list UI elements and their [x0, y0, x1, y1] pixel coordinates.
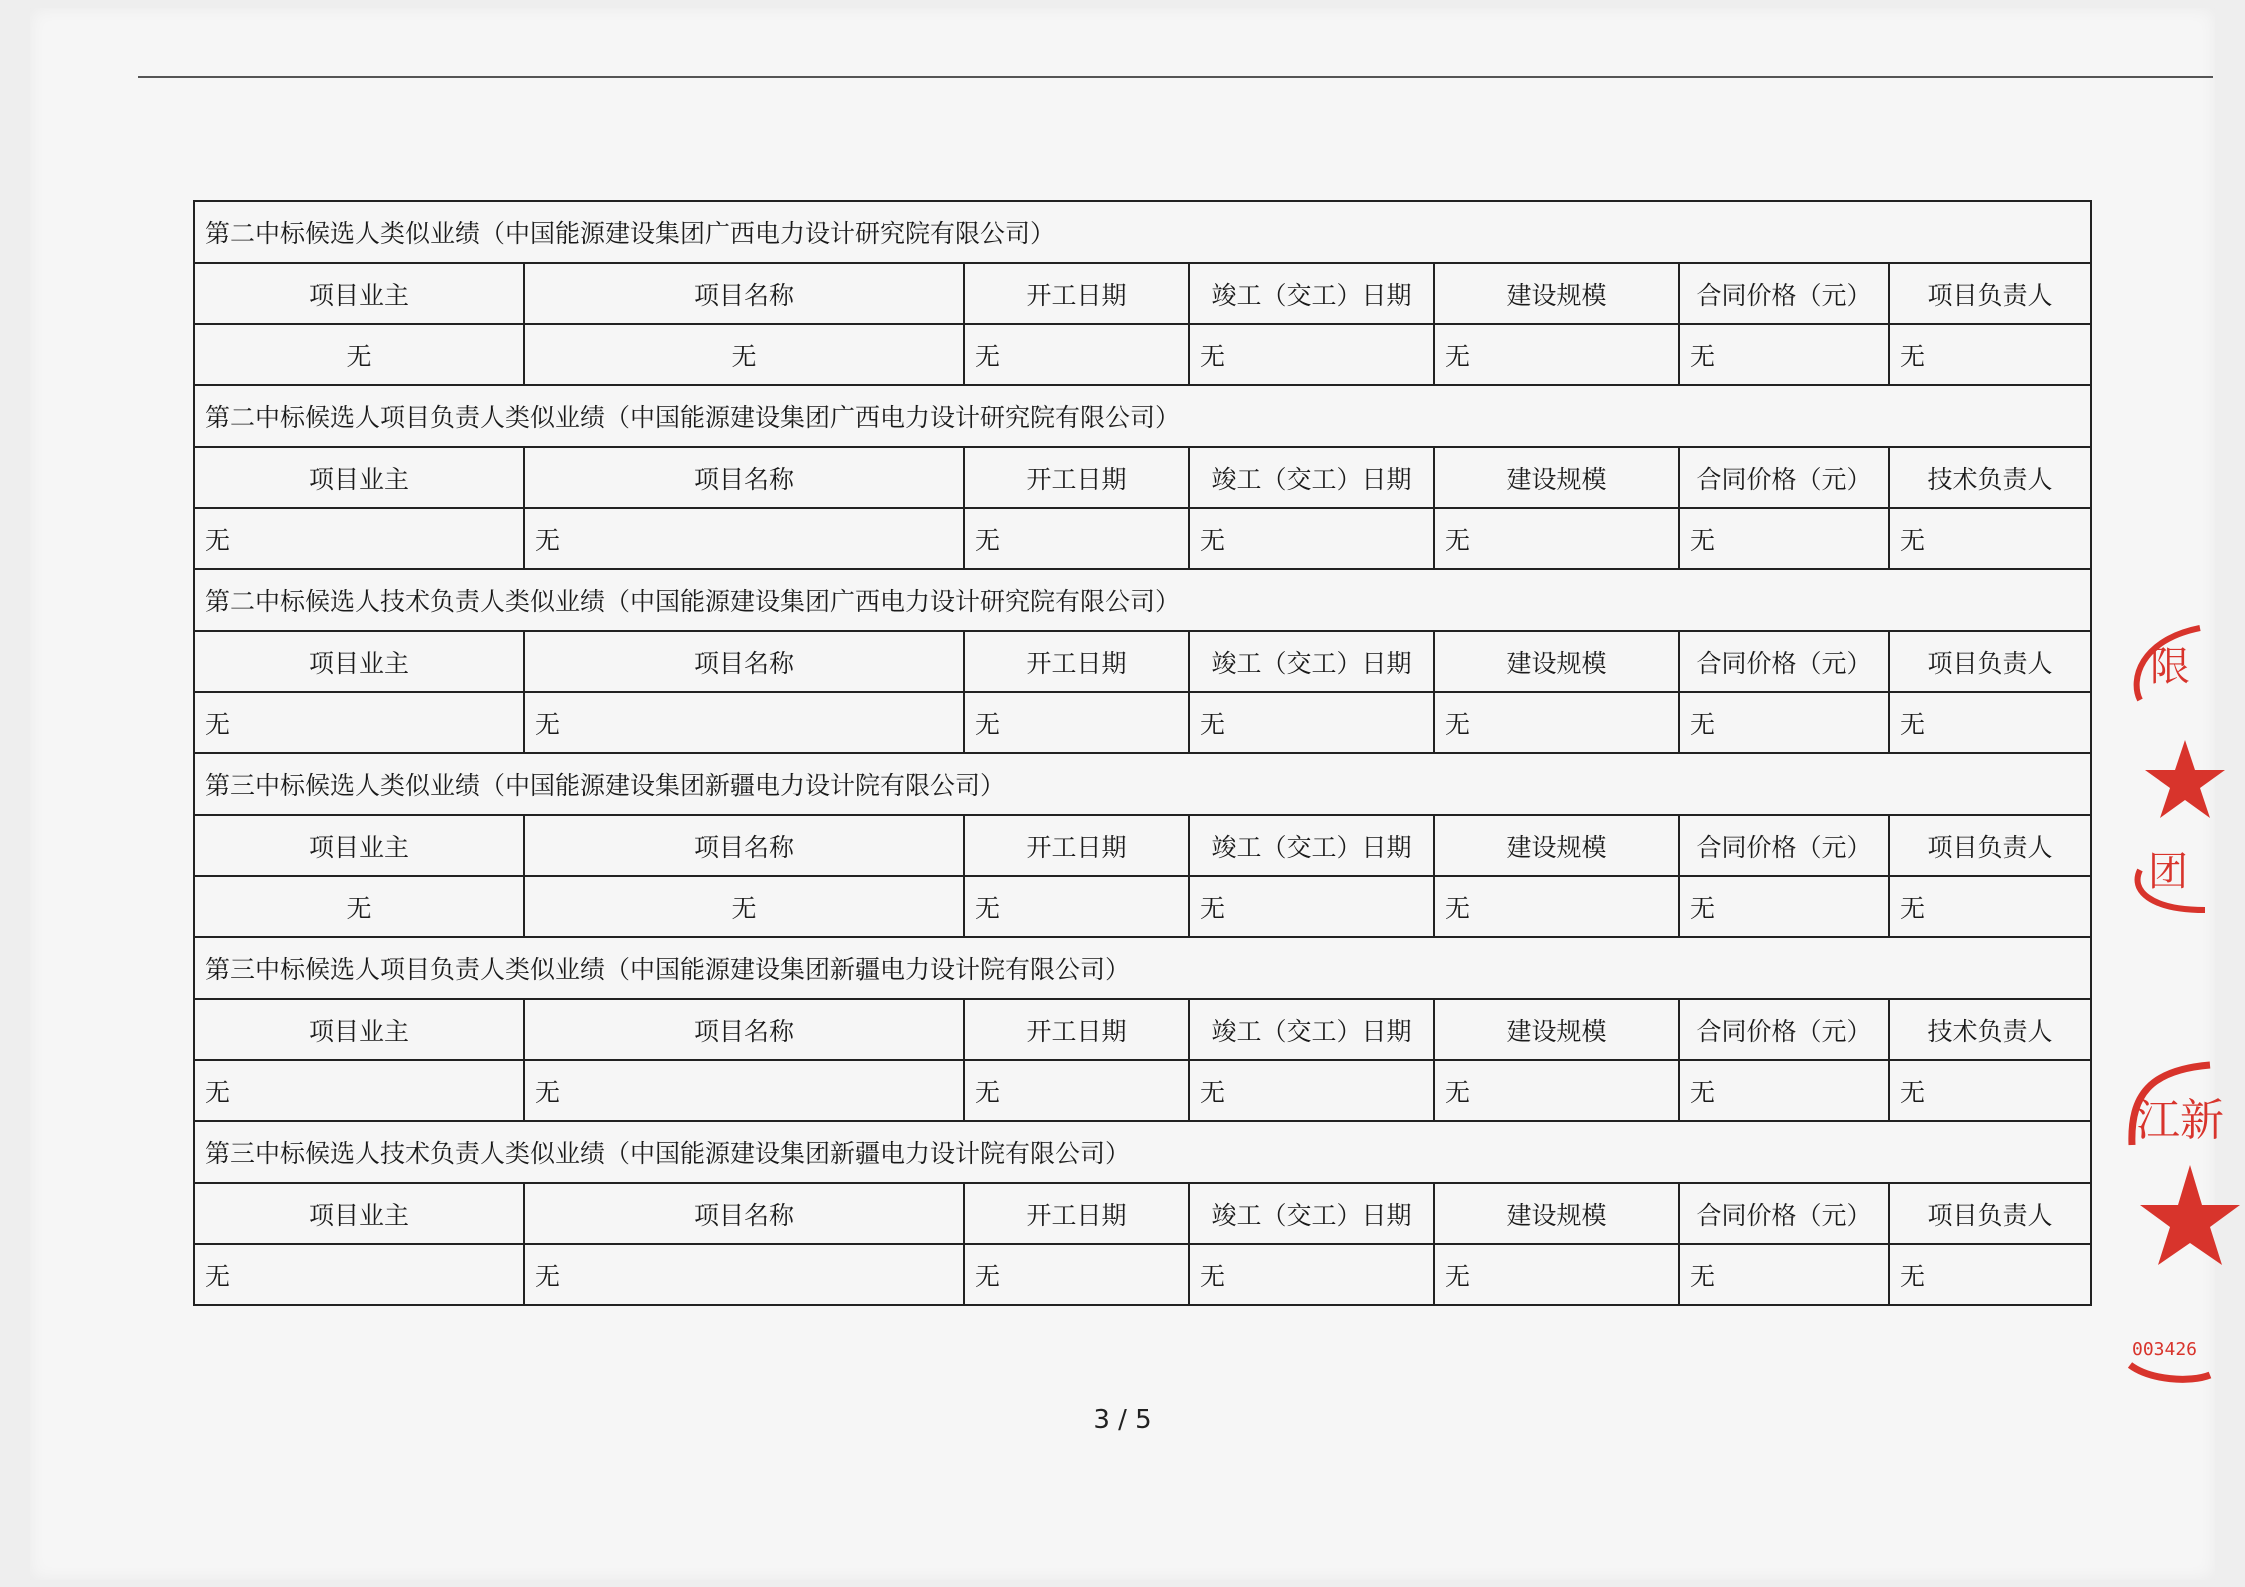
table-cell: 无 — [524, 692, 964, 753]
table-cell: 无 — [524, 508, 964, 569]
section-title: 第二中标候选人项目负责人类似业绩（中国能源建设集团广西电力设计研究院有限公司） — [194, 385, 2091, 447]
table-row — [194, 1244, 2091, 1305]
seal-glyphs: 江新 — [2136, 1095, 2224, 1146]
column-header: 项目业主 — [194, 631, 524, 692]
column-header: 竣工（交工）日期 — [1189, 815, 1434, 876]
column-header: 合同价格（元） — [1679, 631, 1889, 692]
table-cell: 无 — [964, 1244, 1189, 1305]
section-title-row — [194, 569, 2091, 631]
table-cell: 无 — [1434, 508, 1679, 569]
table-cell: 无 — [194, 876, 524, 937]
table-cell: 无 — [1679, 692, 1889, 753]
table-cell: 无 — [1189, 1060, 1434, 1121]
section-title-row — [194, 1121, 2091, 1183]
column-header: 项目负责人 — [1889, 1183, 2091, 1244]
column-header: 竣工（交工）日期 — [1189, 447, 1434, 508]
section-title: 第二中标候选人技术负责人类似业绩（中国能源建设集团广西电力设计研究院有限公司） — [194, 569, 2091, 631]
section-title: 第三中标候选人类似业绩（中国能源建设集团新疆电力设计院有限公司） — [194, 753, 2091, 815]
table-cell: 无 — [194, 1060, 524, 1121]
table-cell: 无 — [1189, 508, 1434, 569]
table-cell: 无 — [1189, 876, 1434, 937]
column-header: 合同价格（元） — [1679, 447, 1889, 508]
seal-ring-arc-lower — [2130, 1365, 2210, 1379]
table-cell: 无 — [1889, 1244, 2091, 1305]
table-cell: 无 — [1889, 1060, 2091, 1121]
table-cell: 无 — [194, 324, 524, 385]
company-seal-upper — [2120, 620, 2210, 920]
section-title-row — [194, 201, 2091, 263]
column-header: 建设规模 — [1434, 999, 1679, 1060]
table-cell: 无 — [1889, 692, 2091, 753]
column-header: 项目业主 — [194, 1183, 524, 1244]
header-row — [194, 263, 2091, 324]
column-header: 建设规模 — [1434, 1183, 1679, 1244]
table-cell: 无 — [1679, 508, 1889, 569]
header-row — [194, 631, 2091, 692]
column-header: 合同价格（元） — [1679, 1183, 1889, 1244]
table-cell: 无 — [964, 876, 1189, 937]
seal-glyphs: 限 — [2150, 644, 2190, 690]
table-cell: 无 — [1434, 1060, 1679, 1121]
column-header: 合同价格（元） — [1679, 263, 1889, 324]
header-row — [194, 447, 2091, 508]
column-header: 竣工（交工）日期 — [1189, 263, 1434, 324]
header-row — [194, 999, 2091, 1060]
table-cell: 无 — [1189, 1244, 1434, 1305]
table-cell: 无 — [1679, 876, 1889, 937]
column-header: 竣工（交工）日期 — [1189, 631, 1434, 692]
column-header: 项目负责人 — [1889, 263, 2091, 324]
column-header: 技术负责人 — [1889, 447, 2091, 508]
table-cell: 无 — [964, 508, 1189, 569]
table-cell: 无 — [194, 1244, 524, 1305]
column-header: 合同价格（元） — [1679, 815, 1889, 876]
column-header: 项目名称 — [524, 815, 964, 876]
section-title: 第二中标候选人类似业绩（中国能源建设集团广西电力设计研究院有限公司） — [194, 201, 2091, 263]
section-title: 第三中标候选人项目负责人类似业绩（中国能源建设集团新疆电力设计院有限公司） — [194, 937, 2091, 999]
table-cell: 无 — [1189, 692, 1434, 753]
header-row — [194, 1183, 2091, 1244]
section-title: 第三中标候选人技术负责人类似业绩（中国能源建设集团新疆电力设计院有限公司） — [194, 1121, 2091, 1183]
column-header: 项目负责人 — [1889, 631, 2091, 692]
column-header: 建设规模 — [1434, 815, 1679, 876]
header-row — [194, 815, 2091, 876]
table-cell: 无 — [964, 692, 1189, 753]
section-title-row — [194, 385, 2091, 447]
table-cell: 无 — [524, 1244, 964, 1305]
table-cell: 无 — [524, 876, 964, 937]
section-title-row — [194, 937, 2091, 999]
column-header: 建设规模 — [1434, 263, 1679, 324]
column-header: 项目名称 — [524, 631, 964, 692]
table-cell: 无 — [964, 1060, 1189, 1121]
table-cell: 无 — [1434, 1244, 1679, 1305]
column-header: 项目名称 — [524, 999, 964, 1060]
column-header: 项目名称 — [524, 263, 964, 324]
performance-table — [193, 200, 2092, 1306]
column-header: 项目业主 — [194, 447, 524, 508]
table-cell: 无 — [1679, 324, 1889, 385]
section-title-row — [194, 753, 2091, 815]
table-cell: 无 — [1679, 1060, 1889, 1121]
table-cell: 无 — [1189, 324, 1434, 385]
table-cell: 无 — [524, 324, 964, 385]
seal-code: 003426 — [2132, 1339, 2198, 1360]
seal-star-icon — [2140, 1165, 2240, 1265]
table-cell: 无 — [1434, 876, 1679, 937]
table-cell: 无 — [1889, 508, 2091, 569]
table-cell: 无 — [1889, 876, 2091, 937]
column-header: 开工日期 — [964, 1183, 1189, 1244]
table-cell: 无 — [194, 692, 524, 753]
column-header: 合同价格（元） — [1679, 999, 1889, 1060]
column-header: 开工日期 — [964, 815, 1189, 876]
table-row — [194, 324, 2091, 385]
seal-glyphs-2: 团 — [2148, 849, 2188, 895]
table-cell: 无 — [1434, 692, 1679, 753]
column-header: 开工日期 — [964, 263, 1189, 324]
column-header: 竣工（交工）日期 — [1189, 1183, 1434, 1244]
column-header: 开工日期 — [964, 999, 1189, 1060]
table-cell: 无 — [1434, 324, 1679, 385]
column-header: 项目业主 — [194, 815, 524, 876]
column-header: 项目业主 — [194, 263, 524, 324]
table-cell: 无 — [1679, 1244, 1889, 1305]
header-rule — [138, 76, 2213, 78]
table-row — [194, 508, 2091, 569]
column-header: 建设规模 — [1434, 631, 1679, 692]
table-cell: 无 — [194, 508, 524, 569]
column-header: 项目负责人 — [1889, 815, 2091, 876]
table-cell: 无 — [1889, 324, 2091, 385]
table-row — [194, 876, 2091, 937]
column-header: 项目业主 — [194, 999, 524, 1060]
company-seal-lower — [2120, 1055, 2224, 1385]
column-header: 竣工（交工）日期 — [1189, 999, 1434, 1060]
table-row — [194, 1060, 2091, 1121]
column-header: 技术负责人 — [1889, 999, 2091, 1060]
page-number: 3 / 5 — [1093, 1405, 1152, 1435]
table-cell: 无 — [524, 1060, 964, 1121]
column-header: 开工日期 — [964, 631, 1189, 692]
column-header: 开工日期 — [964, 447, 1189, 508]
column-header: 项目名称 — [524, 447, 964, 508]
column-header: 建设规模 — [1434, 447, 1679, 508]
table-cell: 无 — [964, 324, 1189, 385]
table-row — [194, 692, 2091, 753]
column-header: 项目名称 — [524, 1183, 964, 1244]
